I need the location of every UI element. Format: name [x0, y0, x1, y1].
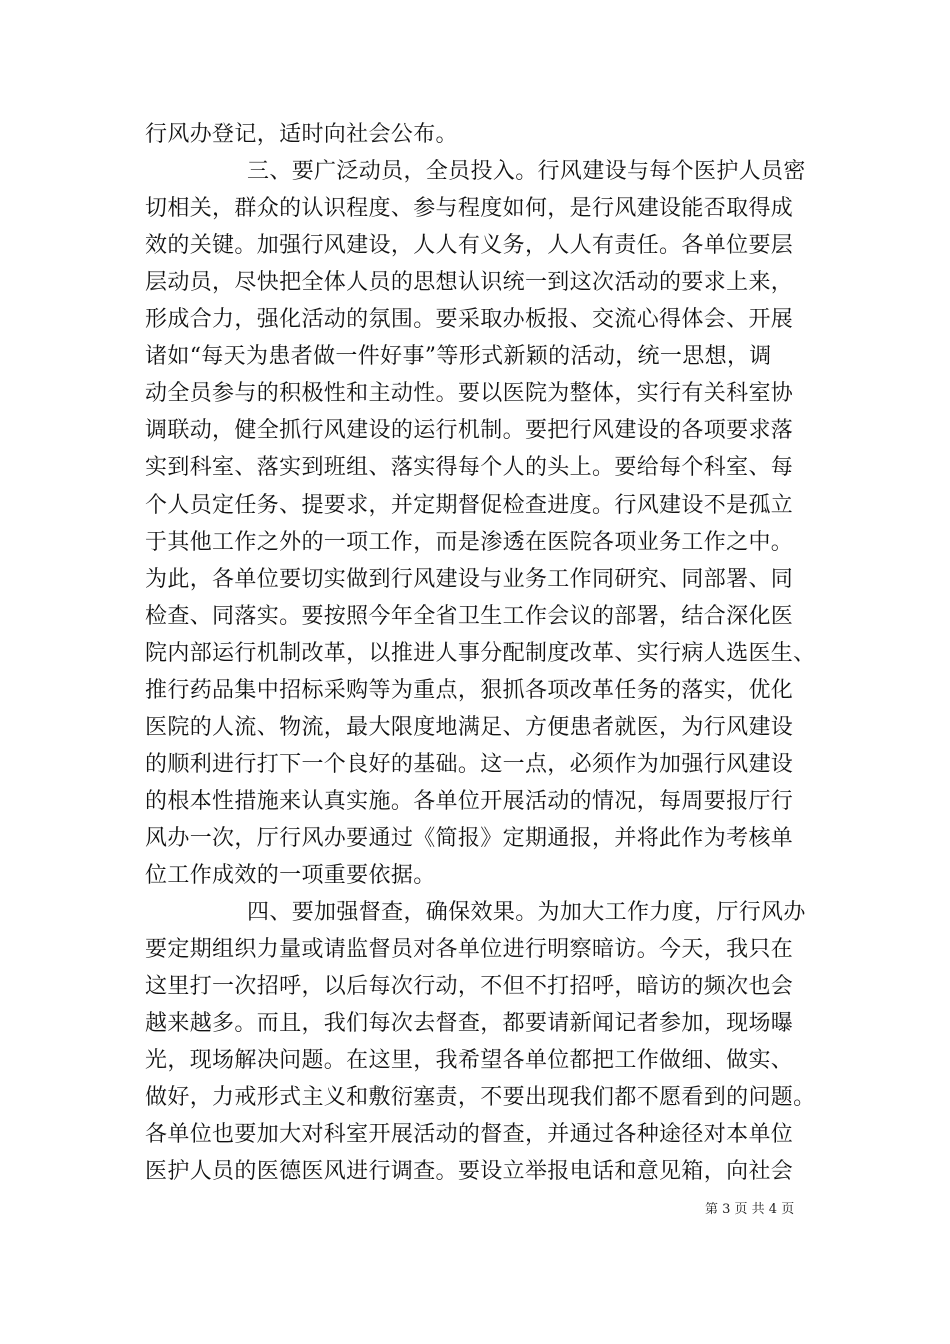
- text-line: 行风办登记，适时向社会公布。: [145, 122, 458, 147]
- text-line: 实到科室、落实到班组、落实得每个人的头上。要给每个科室、每: [145, 455, 794, 480]
- text-line: 推行药品集中招标采购等为重点，狠抓各项改革任务的落实，优化: [145, 678, 794, 703]
- text-line: 医院的人流、物流，最大限度地满足、方便患者就医，为行风建设: [145, 715, 794, 740]
- text-line: 诸如“每天为患者做一件好事”等形式新颖的活动，统一思想，调: [145, 344, 772, 369]
- text-line: 检查、同落实。要按照今年全省卫生工作会议的部署，结合深化医: [145, 604, 794, 629]
- text-line: 于其他工作之外的一项工作，而是渗透在医院各项业务工作之中。: [145, 530, 794, 555]
- text-line: 三、要广泛动员，全员投入。行风建设与每个医护人员密: [247, 159, 806, 184]
- text-line: 各单位也要加大对科室开展活动的督查，并通过各种途径对本单位: [145, 1122, 794, 1147]
- text-line: 位工作成效的一项重要依据。: [145, 863, 436, 888]
- text-line: 效的关键。加强行风建设，人人有义务，人人有责任。各单位要层: [145, 233, 794, 258]
- text-line: 动全员参与的积极性和主动性。要以医院为整体，实行有关科室协: [145, 381, 794, 406]
- text-line: 风办一次，厅行风办要通过《简报》定期通报，并将此作为考核单: [145, 826, 794, 851]
- text-line: 层动员，尽快把全体人员的思想认识统一到这次活动的要求上来，: [145, 270, 794, 295]
- text-line: 越来越多。而且，我们每次去督查，都要请新闻记者参加，现场曝: [145, 1011, 794, 1036]
- text-line: 的根本性措施来认真实施。各单位开展活动的情况，每周要报厅行: [145, 789, 794, 814]
- text-line: 光，现场解决问题。在这里，我希望各单位都把工作做细、做实、: [145, 1048, 794, 1073]
- page-footer: 第 3 页 共 4 页: [705, 1202, 795, 1217]
- text-line: 个人员定任务、提要求，并定期督促检查进度。行风建设不是孤立: [145, 493, 794, 518]
- text-line: 院内部运行机制改革，以推进人事分配制度改革、实行病人选医生、: [145, 641, 816, 666]
- text-line: 四、要加强督查，确保效果。为加大工作力度，厅行风办: [247, 900, 806, 925]
- text-line: 为此，各单位要切实做到行风建设与业务工作同研究、同部署、同: [145, 567, 794, 592]
- text-line: 这里打一次招呼，以后每次行动，不但不打招呼，暗访的频次也会: [145, 974, 794, 999]
- text-line: 的顺利进行打下一个良好的基础。这一点，必须作为加强行风建设: [145, 752, 794, 777]
- text-line: 形成合力，强化活动的氛围。要采取办板报、交流心得体会、开展: [145, 307, 794, 332]
- text-line: 切相关，群众的认识程度、参与程度如何，是行风建设能否取得成: [145, 196, 794, 221]
- text-line: 做好，力戒形式主义和敷衍塞责，不要出现我们都不愿看到的问题。: [145, 1085, 816, 1110]
- text-line: 要定期组织力量或请监督员对各单位进行明察暗访。今天，我只在: [145, 937, 794, 962]
- text-line: 调联动，健全抓行风建设的运行机制。要把行风建设的各项要求落: [145, 418, 794, 443]
- text-line: 医护人员的医德医风进行调查。要设立举报电话和意见箱，向社会: [145, 1159, 794, 1184]
